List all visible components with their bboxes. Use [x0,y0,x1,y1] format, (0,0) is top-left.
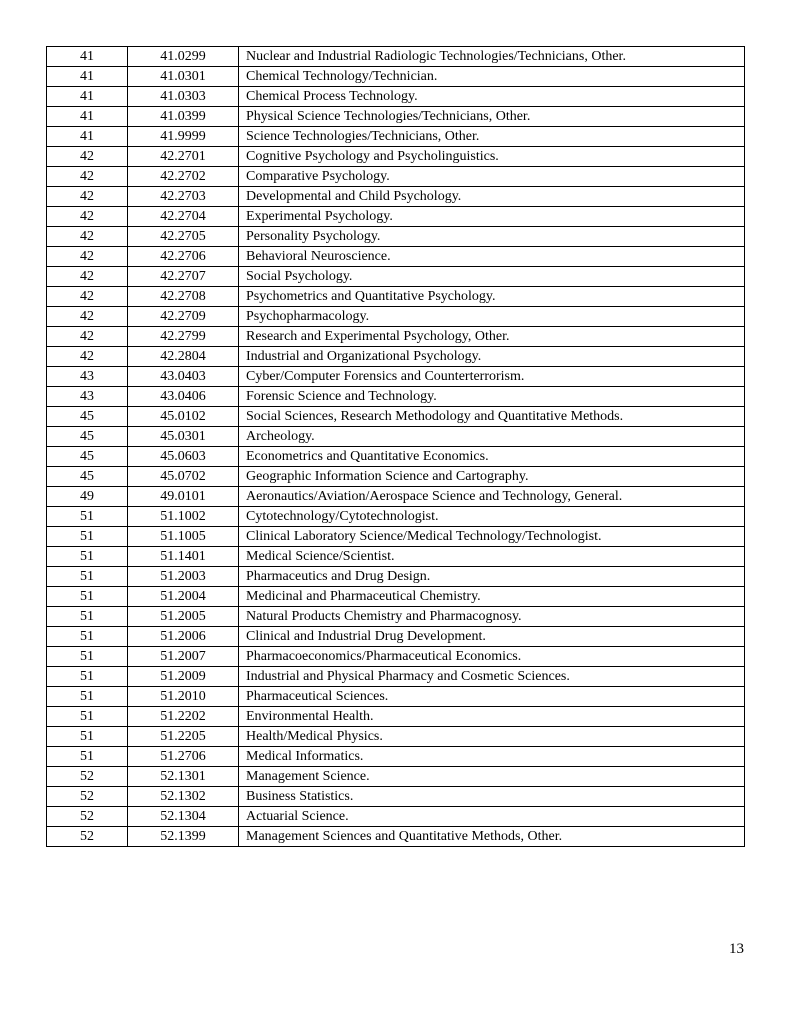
cip-title-cell: Medical Science/Scientist. [239,547,745,567]
cip-title-cell: Psychopharmacology. [239,307,745,327]
cip-title-cell: Archeology. [239,427,745,447]
cip-title-cell: Developmental and Child Psychology. [239,187,745,207]
table-row [47,67,745,87]
cip-title-cell: Medical Informatics. [239,747,745,767]
table-row [47,727,745,747]
cip-code-cell: 45.0603 [128,447,239,467]
cip-code-cell: 52.1304 [128,807,239,827]
cip-title-cell: Econometrics and Quantitative Economics. [239,447,745,467]
cip-table-body [47,47,745,847]
table-row [47,107,745,127]
cip-code-cell: 41.0399 [128,107,239,127]
cip-title-cell: Natural Products Chemistry and Pharmacognosy. [239,607,745,627]
cip-code-cell: 42.2704 [128,207,239,227]
cip-code-cell: 52.1301 [128,767,239,787]
cip-2digit-series-cell: 41 [47,47,128,67]
table-row [47,147,745,167]
cip-title-cell: Environmental Health. [239,707,745,727]
table-row [47,467,745,487]
cip-code-cell: 51.2205 [128,727,239,747]
cip-code-cell: 45.0301 [128,427,239,447]
cip-title-cell: Pharmaceutical Sciences. [239,687,745,707]
cip-2digit-series-cell: 51 [47,707,128,727]
cip-code-cell: 42.2804 [128,347,239,367]
cip-2digit-series-cell: 43 [47,387,128,407]
cip-2digit-series-cell: 52 [47,807,128,827]
table-row [47,227,745,247]
cip-2digit-series-cell: 52 [47,787,128,807]
table-row [47,567,745,587]
table-row [47,827,745,847]
cip-2digit-series-cell: 42 [47,207,128,227]
page-number: 13 [729,941,744,957]
cip-code-cell: 45.0102 [128,407,239,427]
cip-2digit-series-cell: 42 [47,227,128,247]
cip-code-cell: 42.2707 [128,267,239,287]
cip-code-cell: 42.2709 [128,307,239,327]
table-row [47,167,745,187]
cip-code-cell: 51.2706 [128,747,239,767]
table-row [47,287,745,307]
cip-2digit-series-cell: 51 [47,527,128,547]
cip-2digit-series-cell: 51 [47,627,128,647]
table-row [47,87,745,107]
cip-title-cell: Social Psychology. [239,267,745,287]
cip-title-cell: Health/Medical Physics. [239,727,745,747]
table-row [47,487,745,507]
cip-title-cell: Clinical and Industrial Drug Development. [239,627,745,647]
table-row [47,327,745,347]
cip-code-cell: 51.2202 [128,707,239,727]
cip-code-cell: 49.0101 [128,487,239,507]
cip-code-cell: 41.0301 [128,67,239,87]
cip-2digit-series-cell: 51 [47,667,128,687]
cip-2digit-series-cell: 51 [47,647,128,667]
cip-2digit-series-cell: 51 [47,727,128,747]
table-row [47,47,745,67]
cip-title-cell: Physical Science Technologies/Technicians, Other. [239,107,745,127]
cip-2digit-series-cell: 52 [47,767,128,787]
cip-code-cell: 43.0406 [128,387,239,407]
cip-2digit-series-cell: 43 [47,367,128,387]
cip-2digit-series-cell: 52 [47,827,128,847]
table-row [47,407,745,427]
table-row [47,367,745,387]
cip-title-cell: Medicinal and Pharmaceutical Chemistry. [239,587,745,607]
cip-2digit-series-cell: 42 [47,247,128,267]
cip-2digit-series-cell: 41 [47,107,128,127]
cip-title-cell: Research and Experimental Psychology, Other. [239,327,745,347]
cip-code-cell: 51.2004 [128,587,239,607]
cip-code-cell: 41.0303 [128,87,239,107]
cip-title-cell: Comparative Psychology. [239,167,745,187]
cip-title-cell: Experimental Psychology. [239,207,745,227]
cip-2digit-series-cell: 41 [47,87,128,107]
cip-title-cell: Aeronautics/Aviation/Aerospace Science and Technology, General. [239,487,745,507]
cip-2digit-series-cell: 51 [47,507,128,527]
cip-title-cell: Social Sciences, Research Methodology and Quantitative Methods. [239,407,745,427]
table-row [47,247,745,267]
cip-code-cell: 42.2705 [128,227,239,247]
cip-title-cell: Business Statistics. [239,787,745,807]
cip-2digit-series-cell: 45 [47,427,128,447]
cip-title-cell: Pharmaceutics and Drug Design. [239,567,745,587]
cip-2digit-series-cell: 42 [47,287,128,307]
cip-2digit-series-cell: 45 [47,447,128,467]
cip-title-cell: Chemical Technology/Technician. [239,67,745,87]
cip-code-cell: 42.2708 [128,287,239,307]
cip-code-cell: 51.2005 [128,607,239,627]
table-row [47,607,745,627]
table-row [47,627,745,647]
table-row [47,127,745,147]
cip-title-cell: Actuarial Science. [239,807,745,827]
cip-2digit-series-cell: 42 [47,327,128,347]
cip-code-cell: 41.9999 [128,127,239,147]
cip-title-cell: Science Technologies/Technicians, Other. [239,127,745,147]
cip-code-cell: 51.2007 [128,647,239,667]
cip-code-cell: 52.1399 [128,827,239,847]
cip-code-cell: 42.2799 [128,327,239,347]
cip-2digit-series-cell: 45 [47,407,128,427]
table-row [47,807,745,827]
cip-code-cell: 51.2010 [128,687,239,707]
cip-title-cell: Pharmacoeconomics/Pharmaceutical Economics. [239,647,745,667]
cip-code-cell: 41.0299 [128,47,239,67]
cip-code-cell: 51.2006 [128,627,239,647]
table-row [47,527,745,547]
cip-title-cell: Cytotechnology/Cytotechnologist. [239,507,745,527]
cip-2digit-series-cell: 42 [47,167,128,187]
cip-code-cell: 51.2009 [128,667,239,687]
cip-2digit-series-cell: 42 [47,307,128,327]
cip-2digit-series-cell: 45 [47,467,128,487]
cip-code-cell: 51.1005 [128,527,239,547]
cip-2digit-series-cell: 42 [47,147,128,167]
cip-code-cell: 51.1002 [128,507,239,527]
cip-2digit-series-cell: 51 [47,687,128,707]
cip-2digit-series-cell: 51 [47,587,128,607]
table-row [47,307,745,327]
cip-title-cell: Management Sciences and Quantitative Methods, Other. [239,827,745,847]
cip-title-cell: Behavioral Neuroscience. [239,247,745,267]
cip-code-cell: 42.2706 [128,247,239,267]
cip-2digit-series-cell: 41 [47,67,128,87]
cip-title-cell: Chemical Process Technology. [239,87,745,107]
table-row [47,427,745,447]
table-row [47,787,745,807]
cip-2digit-series-cell: 49 [47,487,128,507]
cip-code-cell: 51.1401 [128,547,239,567]
cip-2digit-series-cell: 51 [47,567,128,587]
cip-title-cell: Cyber/Computer Forensics and Counterterrorism. [239,367,745,387]
cip-code-cell: 42.2702 [128,167,239,187]
table-row [47,747,745,767]
cip-title-cell: Cognitive Psychology and Psycholinguistics. [239,147,745,167]
table-row [47,347,745,367]
cip-title-cell: Forensic Science and Technology. [239,387,745,407]
table-row [47,707,745,727]
table-row [47,667,745,687]
table-row [47,267,745,287]
cip-title-cell: Personality Psychology. [239,227,745,247]
table-row [47,647,745,667]
cip-2digit-series-cell: 51 [47,547,128,567]
cip-2digit-series-cell: 42 [47,267,128,287]
cip-title-cell: Industrial and Physical Pharmacy and Cosmetic Sciences. [239,667,745,687]
cip-code-cell: 42.2703 [128,187,239,207]
cip-title-cell: Psychometrics and Quantitative Psychology. [239,287,745,307]
table-row [47,447,745,467]
table-row [47,547,745,567]
cip-title-cell: Management Science. [239,767,745,787]
cip-code-cell: 45.0702 [128,467,239,487]
table-row [47,507,745,527]
cip-code-cell: 43.0403 [128,367,239,387]
table-row [47,207,745,227]
table-row [47,187,745,207]
cip-code-cell: 52.1302 [128,787,239,807]
table-row [47,767,745,787]
cip-2digit-series-cell: 51 [47,607,128,627]
cip-code-cell: 51.2003 [128,567,239,587]
cip-title-cell: Industrial and Organizational Psychology. [239,347,745,367]
cip-title-cell: Geographic Information Science and Cartography. [239,467,745,487]
cip-2digit-series-cell: 42 [47,187,128,207]
table-row [47,387,745,407]
cip-2digit-series-cell: 42 [47,347,128,367]
cip-title-cell: Clinical Laboratory Science/Medical Technology/Technologist. [239,527,745,547]
cip-2digit-series-cell: 51 [47,747,128,767]
table-row [47,587,745,607]
cip-2digit-series-cell: 41 [47,127,128,147]
cip-code-cell: 42.2701 [128,147,239,167]
cip-title-cell: Nuclear and Industrial Radiologic Technologies/Technicians, Other. [239,47,745,67]
cip-code-table [46,46,745,847]
table-row [47,687,745,707]
